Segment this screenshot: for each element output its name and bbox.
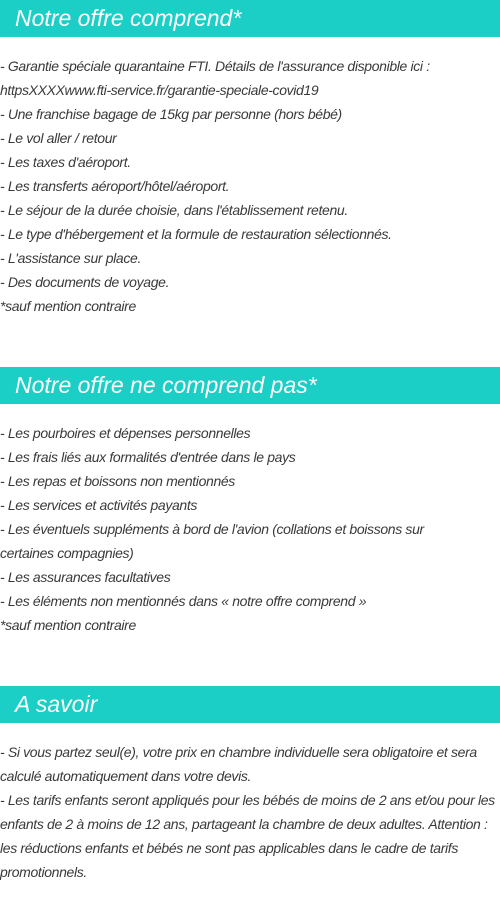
section-good-to-know [0,686,500,884]
list-item: - Les transferts aéroport/hôtel/aéroport. [0,178,230,194]
list-item: - Les éléments non mentionnés dans « notre offre comprend » [0,593,367,609]
footnote: *sauf mention contraire [0,617,136,633]
offer-excludes-list [0,421,500,637]
list-item: httpsXXXXwww.fti-service.fr/garantie-speciale-covid19 [0,82,319,98]
footnote: *sauf mention contraire [0,298,136,314]
list-item: - Une franchise bagage de 15kg par personne (hors bébé) [0,106,342,122]
list-item: - Les assurances facultatives [0,569,171,585]
list-item: - Le vol aller / retour [0,130,117,146]
list-item: - Des documents de voyage. [0,274,170,290]
section-title-offer-includes: Notre offre comprend* [0,0,500,37]
list-item: - Les services et activités payants [0,497,198,513]
section-offer-excludes [0,367,500,637]
info-paragraph: - Les tarifs enfants seront appliqués pour les bébés de moins de 2 ans et/ou pour les enfants de 2 à moins de 12 ans, partageant la chambre de deux adultes. Attention : les réductions enfants et bébés ne sont pas applicables dans le cadre de tarifs promotionnels. [0,792,495,880]
list-item: - Le séjour de la durée choisie, dans l'établissement retenu. [0,202,348,218]
list-item: - Les taxes d'aéroport. [0,154,131,170]
list-item: - Les éventuels suppléments à bord de l'avion (collations et boissons sur [0,521,424,537]
offer-includes-list [0,54,500,318]
list-item: - Garantie spéciale quarantaine FTI. Détails de l'assurance disponible ici : [0,58,430,74]
section-title-good-to-know: A savoir [0,686,500,723]
good-to-know-text [0,740,500,884]
section-title-offer-excludes: Notre offre ne comprend pas* [0,367,500,404]
list-item: - Les repas et boissons non mentionnés [0,473,235,489]
list-item: - Le type d'hébergement et la formule de restauration sélectionnés. [0,226,392,242]
list-item: certaines compagnies) [0,545,134,561]
list-item: - L'assistance sur place. [0,250,141,266]
list-item: - Les frais liés aux formalités d'entrée dans le pays [0,449,296,465]
section-offer-includes [0,0,500,318]
info-paragraph: - Si vous partez seul(e), votre prix en chambre individuelle sera obligatoire et sera calculé automatiquement dans votre devis. [0,744,477,784]
list-item: - Les pourboires et dépenses personnelles [0,425,251,441]
